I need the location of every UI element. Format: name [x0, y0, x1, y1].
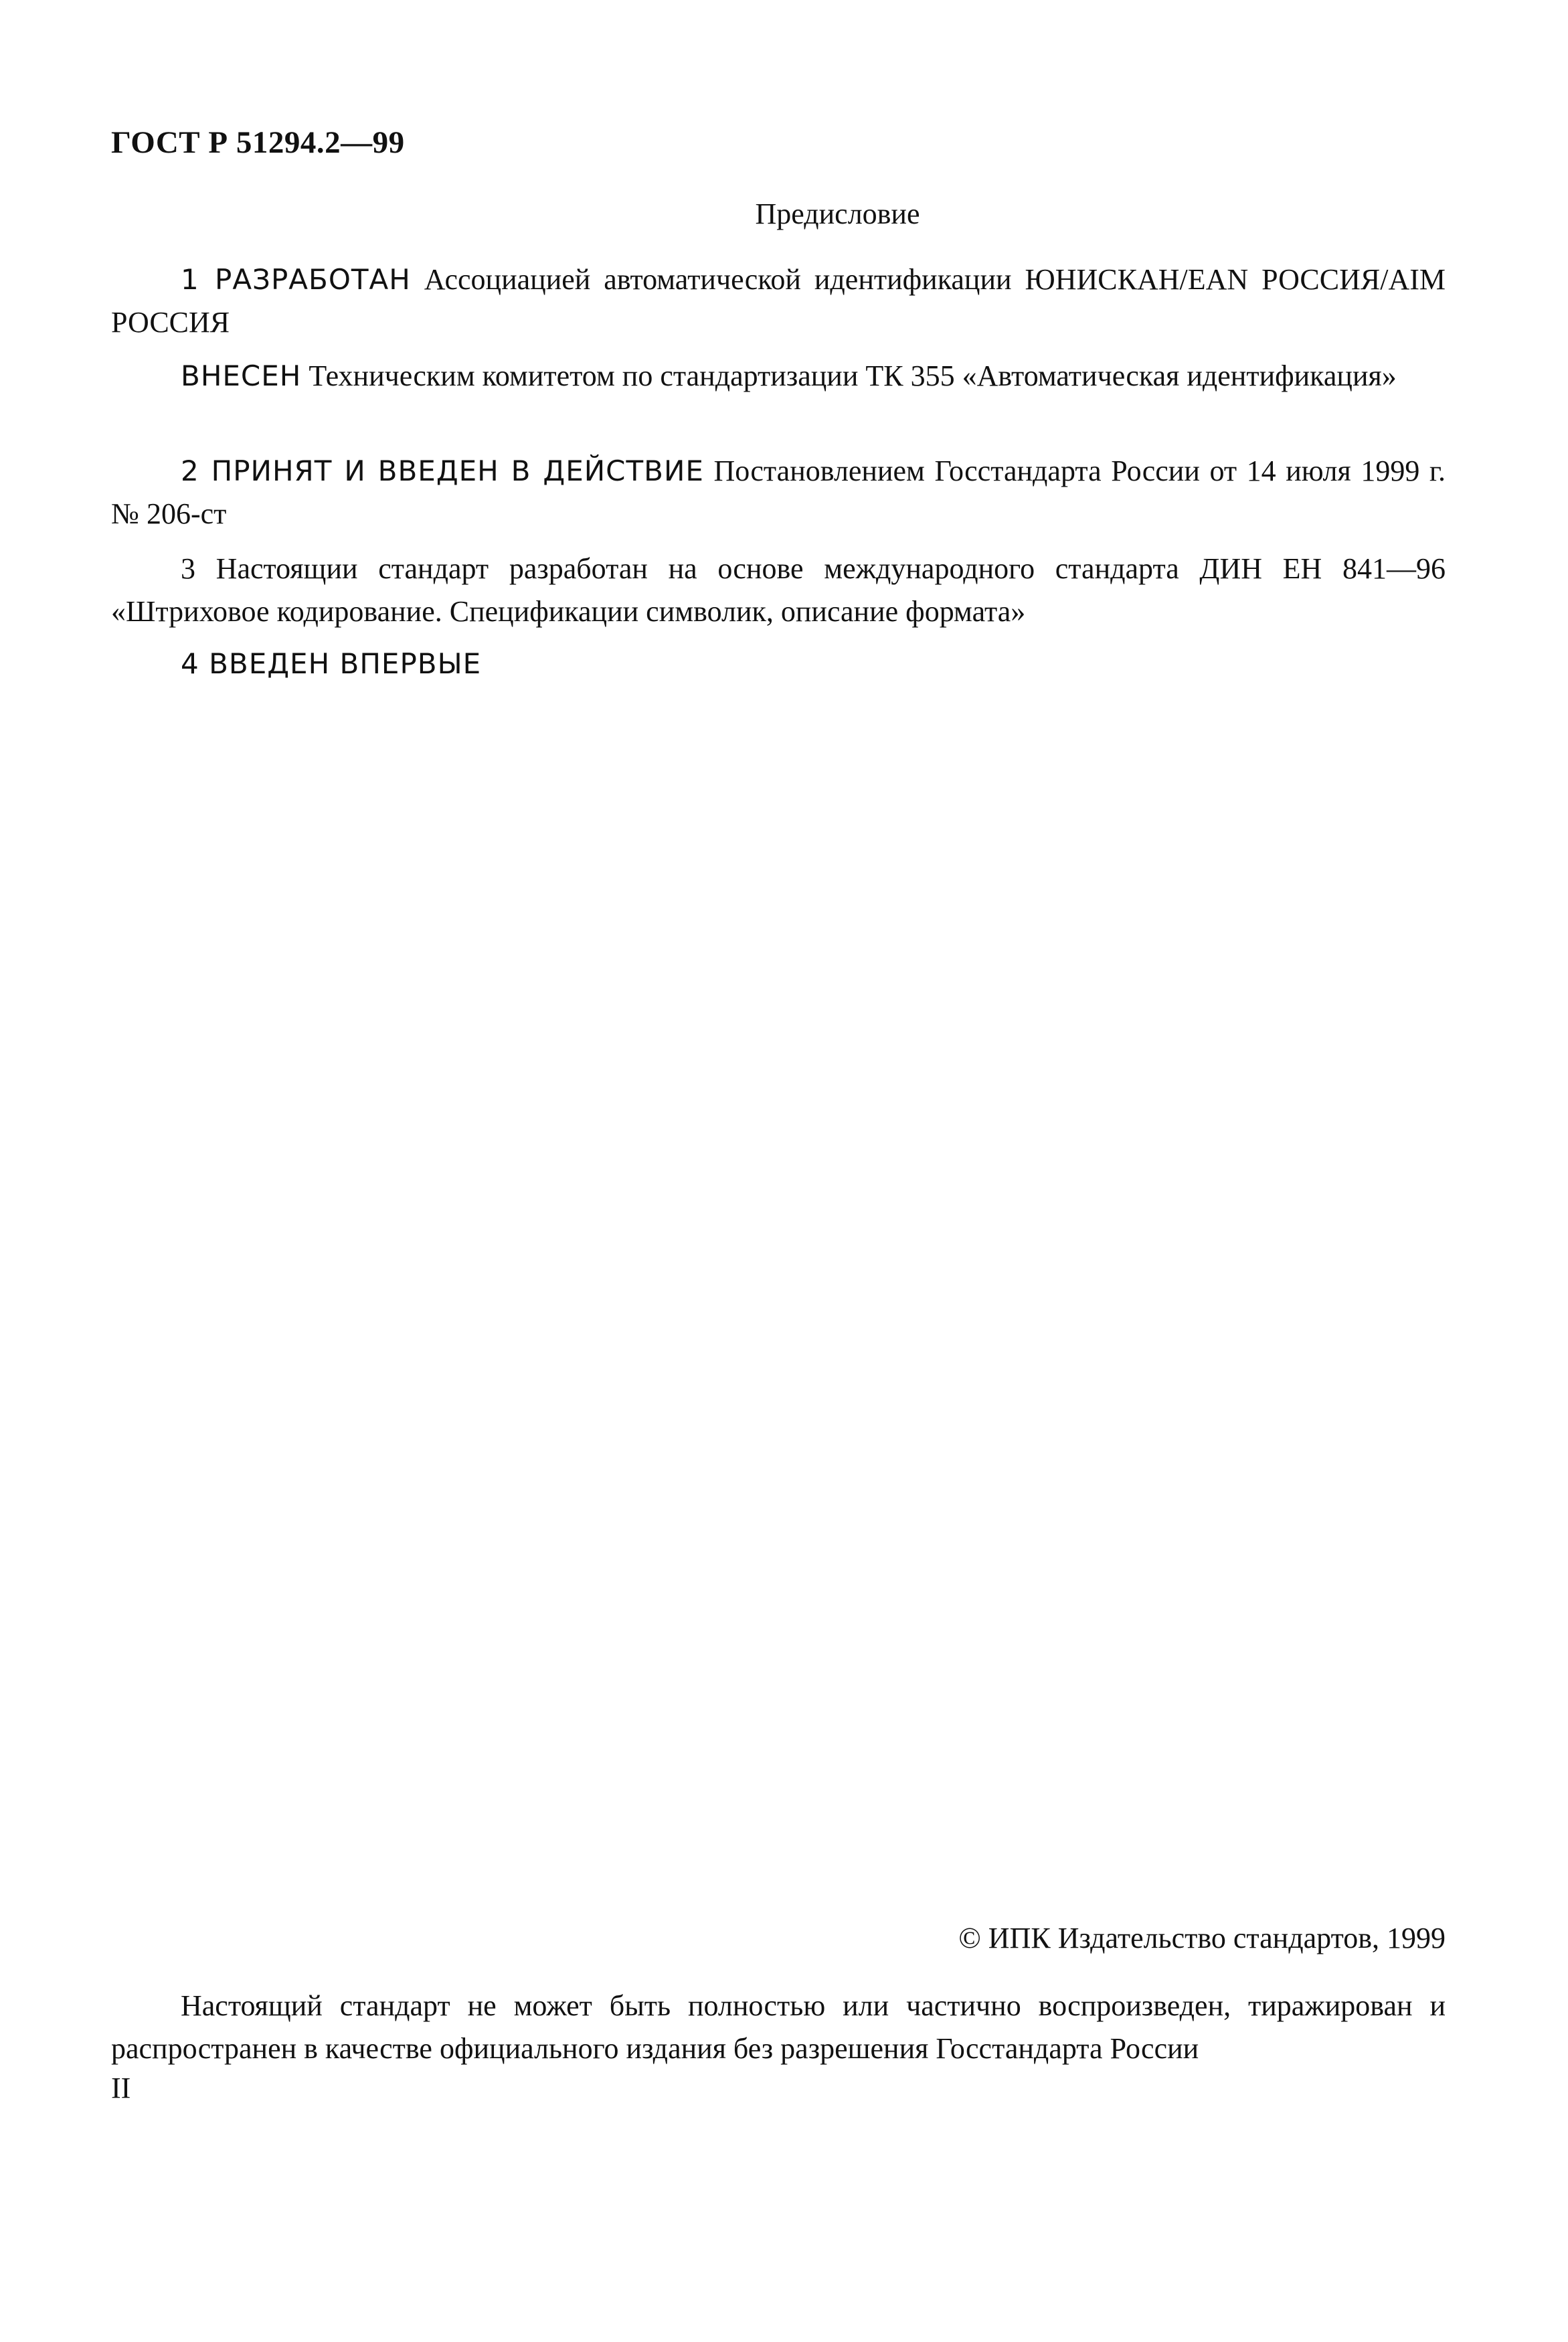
item-lead: 2 ПРИНЯТ И ВВЕДЕН В ДЕЙСТВИЕ — [181, 454, 704, 487]
foreword-item-developed — [111, 258, 1446, 344]
foreword-title: Предисловие — [755, 197, 920, 230]
item-lead: 3 — [181, 552, 195, 585]
page-number: II — [111, 2072, 131, 2104]
copyright-line: © ИПК Издательство стандартов, 1999 — [958, 1922, 1446, 1954]
item-text: Постановлением Госстандарта России от 14 июля 1999 г. № 206-ст — [111, 454, 1446, 530]
foreword-item-basis — [111, 548, 1446, 633]
foreword-item-first-introduced — [111, 643, 1446, 685]
foreword-item-submitted — [111, 355, 1446, 398]
standard-designation: ГОСТ Р 51294.2—99 — [111, 125, 405, 160]
foreword-item-adopted — [111, 450, 1446, 535]
item-lead: 4 ВВЕДЕН ВПЕРВЫЕ — [181, 647, 482, 680]
item-text: Техническим комитетом по стандартизации ТК 355 «Автоматическая идентификация» — [301, 359, 1397, 392]
item-lead: ВНЕСЕН — [181, 359, 302, 392]
item-lead: 1 РАЗРАБОТАН — [181, 263, 411, 296]
item-text: Настоящии стандарт разработан на основе международного стандарта ДИН ЕН 841—96 «Штриховое кодирование. Спецификации символик, описание формата» — [111, 552, 1446, 628]
reproduction-notice: Настоящий стандарт не может быть полностью или частично воспроизведен, тиражирован и распространен в качестве официального издания без разрешения Госстандарта России — [111, 1989, 1446, 2065]
item-text: Ассоциацией автоматической идентификации ЮНИСКАН/EAN РОССИЯ/AIM РОССИЯ — [111, 263, 1446, 339]
